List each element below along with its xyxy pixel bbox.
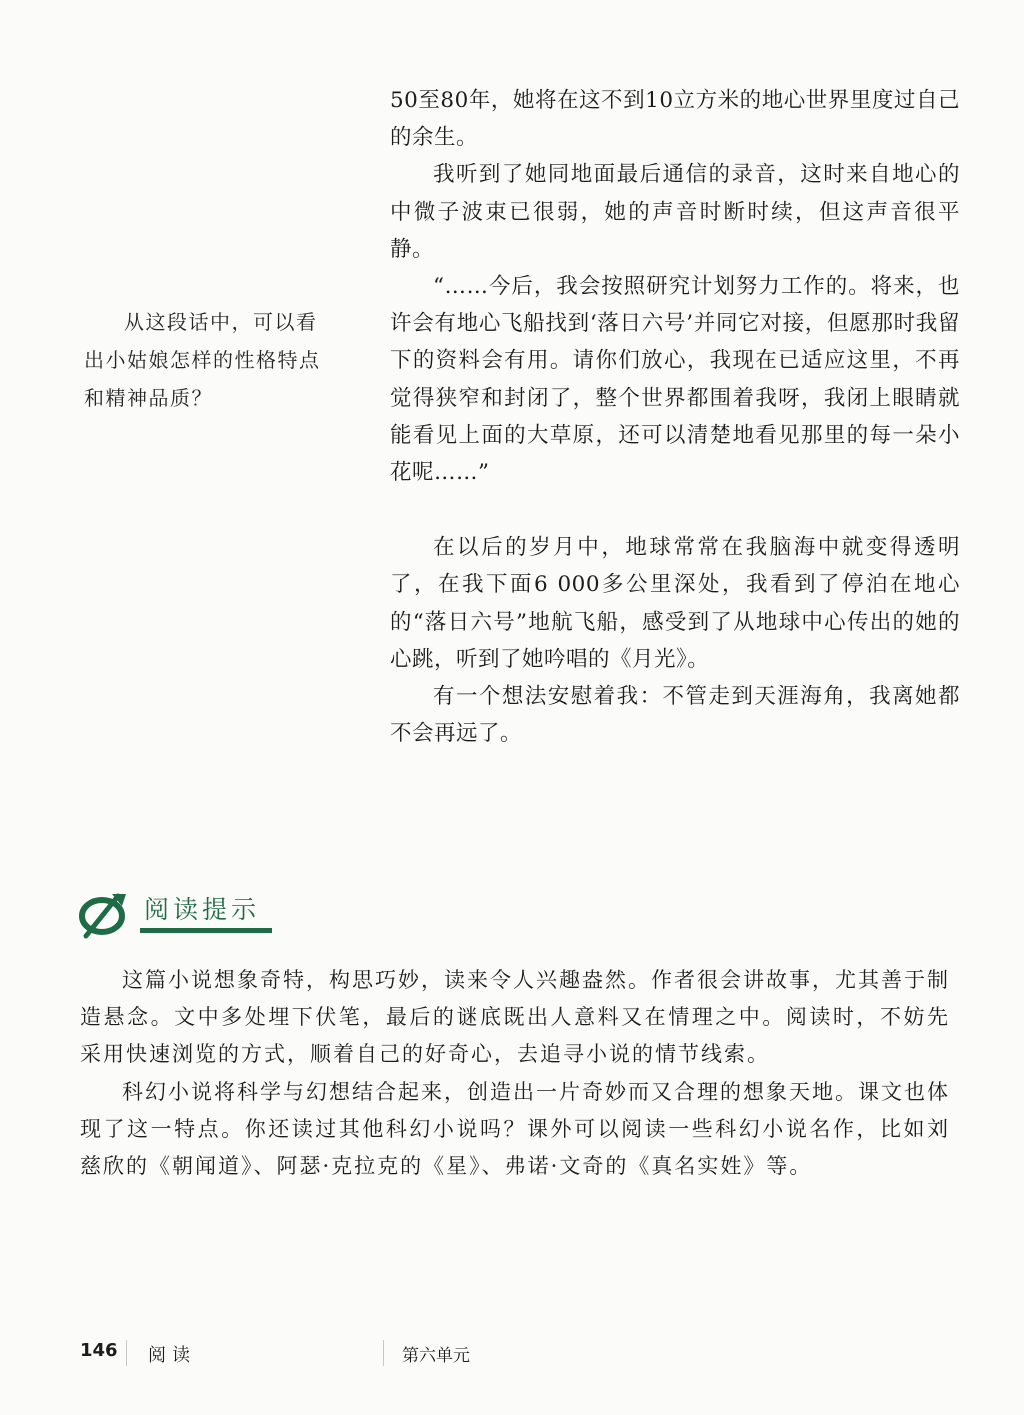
reading-tips-header [78, 888, 298, 944]
main-body-text [390, 82, 960, 752]
reading-tips-body [80, 962, 950, 1185]
footer-divider [383, 1340, 384, 1366]
margin-question: 从这段话中，可以看出小姑娘怎样的性格特点和精神品质？ [84, 310, 321, 410]
paragraph: 科幻小说将科学与幻想结合起来，创造出一片奇妙而又合理的想象天地。课文也体现了这一特点。你还读过其他科幻小说吗？课外可以阅读一些科幻小说名作，比如刘慈欣的《朝闻道》、阿瑟·克拉克的《星》、弗诺·文奇的《真名实姓》等。 [80, 1079, 950, 1179]
reading-tips-icon [78, 890, 134, 940]
title-underline [140, 928, 272, 933]
paragraph: 这篇小说想象奇特，构思巧妙，读来令人兴趣盎然。作者很会讲故事，尤其善于制造悬念。文中多处埋下伏笔，最后的谜底既出人意料又在情理之中。阅读时，不妨先采用快速浏览的方式，顺着自己的好奇心，去追寻小说的情节线索。 [80, 968, 950, 1067]
footer-unit-label: 第六单元 [402, 1346, 470, 1366]
page-number: 146 [80, 1340, 118, 1361]
footer-section-label: 阅读 [148, 1345, 196, 1366]
reading-tips-title: 阅读提示 [144, 895, 261, 924]
footer-divider [126, 1340, 127, 1366]
paragraph: 在以后的岁月中，地球常常在我脑海中就变得透明了，在我下面6 000多公里深处，我看到了停泊在地心的“落日六号”地航飞船，感受到了从地球中心传出的她的心跳，听到了她吟唱的《月光》。 [390, 535, 960, 672]
paragraph: 我听到了她同地面最后通信的录音，这时来自地心的中微子波束已很弱，她的声音时断时续，但这声音很平静。 [390, 162, 960, 262]
paragraph: 有一个想法安慰着我：不管走到天涯海角，我离她都不会再远了。 [390, 684, 960, 747]
paragraph: “……今后，我会按照研究计划努力工作的。将来，也许会有地心飞船找到‘落日六号’并同它对接，但愿那时我留下的资料会有用。请你们放心，我现在已适应这里，不再觉得狭窄和封闭了，整个世界都围着我呀，我闭上眼睛就能看见上面的大草原，还可以清楚地看见那里的每一朵小花呢……” [390, 274, 960, 486]
paragraph: 50至80年，她将在这不到10立方米的地心世界里度过自己的余生。 [390, 88, 960, 151]
